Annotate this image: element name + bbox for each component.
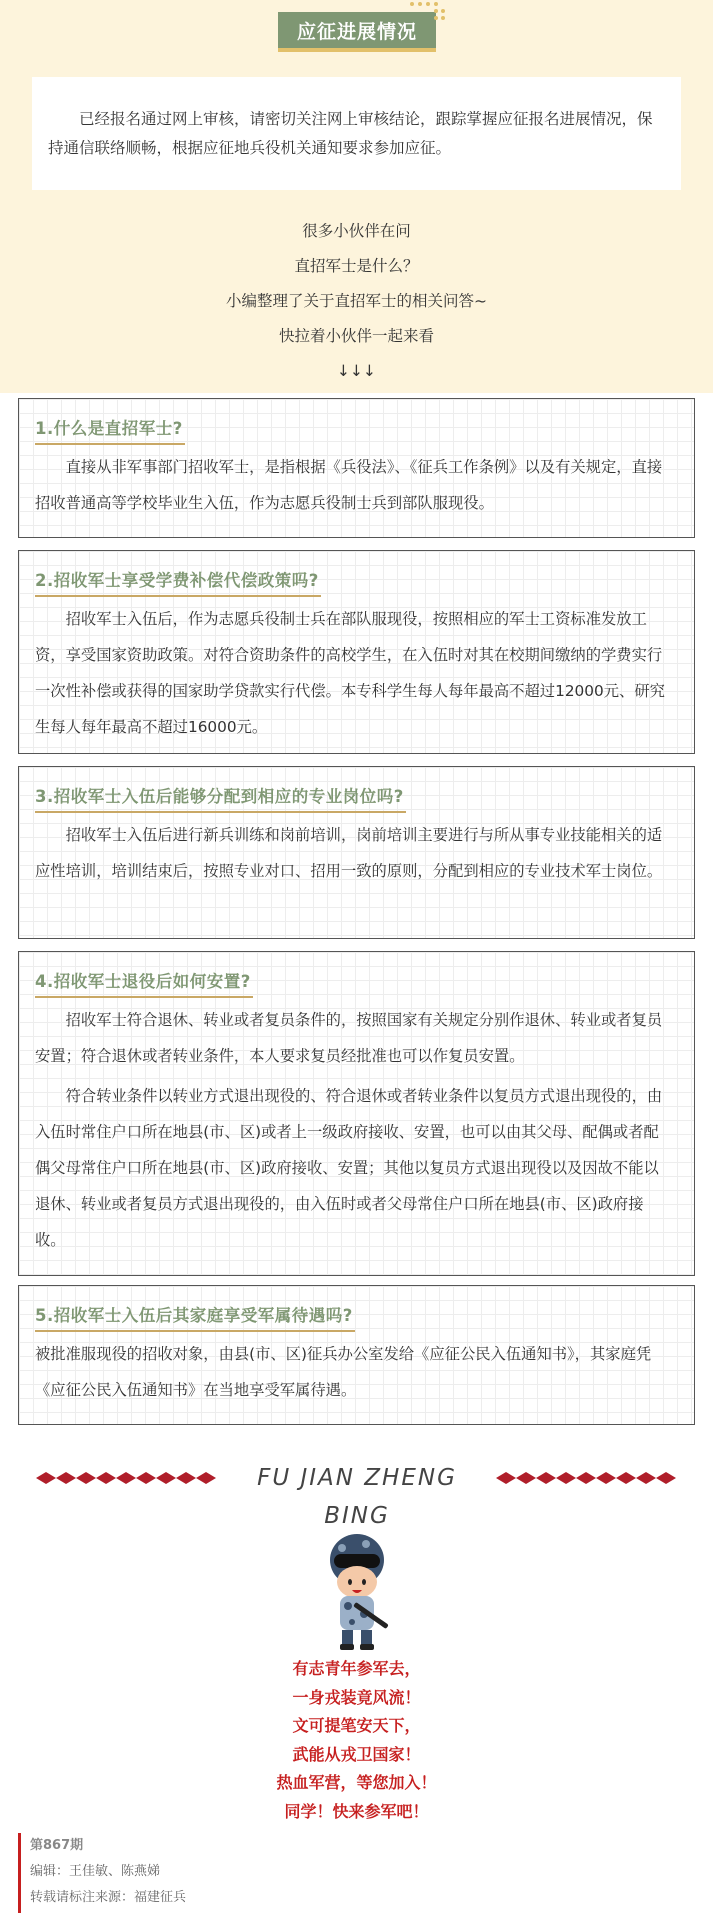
qa-card-2 — [18, 550, 695, 754]
intro-text: 已经报名通过网上审核，请密切关注网上审核结论，跟踪掌握应征报名进展情况，保持通信联络顺畅，根据应征地兵役机关通知要求参加应征。 — [32, 77, 681, 190]
qa-card-4 — [18, 951, 695, 1276]
fujian-deco-banner — [0, 1455, 713, 1529]
deco-text: FU JIAN ZHENG BING — [257, 1465, 457, 1529]
slogans — [0, 1655, 713, 1826]
qa-title: 2.招收军士享受学费补偿代偿政策吗? — [35, 567, 321, 597]
qa-card-5 — [18, 1285, 695, 1425]
footer — [18, 1833, 318, 1913]
down-arrows-icon: ↓↓↓ — [337, 362, 376, 380]
qa-paragraph: 招收军士入伍后进行新兵训练和岗前培训，岗前培训主要进行与所从事专业技能相关的适应性培训，培训结束后，按照专业对口、招用一致的原则，分配到相应的专业技术军士岗位。 — [35, 826, 663, 880]
qa-title: 3.招收军士入伍后能够分配到相应的专业岗位吗? — [35, 783, 406, 813]
editor-line: 编辑：王佳敏、陈燕娣 — [30, 1864, 161, 1879]
slogan-line: 同学！快来参军吧！ — [284, 1801, 429, 1821]
qa-title: 5.招收军士入伍后其家庭享受军属待遇吗? — [35, 1302, 355, 1332]
chat-line: 快拉着小伙伴一起来看 — [278, 327, 434, 345]
qa-paragraph: 符合转业条件以转业方式退出现役的、符合退休或者转业条件以复员方式退出现役的，由入伍时常住户口所在地县(市、区)或者上一级政府接收、安置，也可以由其父母、配偶或者配偶父母常住户口所在地县(市、区)政府接收、安置；其他以复员方式退出现役以及因故不能以退休、转业或者复员方式退出现役的，由入伍时或者父母常住户口所在地县(市、区)政府接收。 — [35, 1087, 663, 1249]
red-wave-icon — [496, 1470, 676, 1486]
section-badge: 应征进展情况 — [278, 12, 436, 52]
slogan-line: 一身戎装竟风流！ — [292, 1687, 421, 1707]
qa-paragraph: 直接从非军事部门招收军士，是指根据《兵役法》、《征兵工作条例》以及有关规定，直接招收普通高等学校毕业生入伍，作为志愿兵役制士兵到部队服现役。 — [35, 458, 663, 512]
top-section — [0, 0, 713, 393]
slogan-line: 文可提笔安天下， — [292, 1716, 421, 1735]
slogan-line: 武能从戎卫国家！ — [292, 1744, 421, 1764]
issue-number: 第867期 — [30, 1838, 84, 1853]
chat-line: 小编整理了关于直招军士的相关问答~ — [226, 292, 487, 310]
source-line: 转载请标注来源：福建征兵 — [30, 1890, 187, 1905]
slogan-line: 热血军营，等您加入！ — [276, 1773, 437, 1792]
qa-card-3 — [18, 766, 695, 939]
qa-paragraph: 招收军士入伍后，作为志愿兵役制士兵在部队服现役，按照相应的军士工资标准发放工资，享受国家资助政策。对符合资助条件的高校学生，在入伍时对其在校期间缴纳的学费实行一次性补偿或获得的国家助学贷款实行代偿。本专科学生每人每年最高不超过12000元、研究生每人每年最高不超过16000元。 — [35, 610, 665, 736]
red-wave-icon — [36, 1470, 216, 1486]
chat-line: 很多小伙伴在问 — [302, 222, 411, 240]
qa-paragraph: 被批准服现役的招收对象，由县(市、区)征兵办公室发给《应征公民入伍通知书》，其家庭凭《应征公民入伍通知书》在当地享受军属待遇。 — [35, 1345, 652, 1399]
qa-paragraph: 招收军士符合退休、转业或者复员条件的，按照国家有关规定分别作退休、转业或者复员安置；符合退休或者转业条件，本人要求复员经批准也可以作复员安置。 — [35, 1011, 663, 1065]
soldier-cartoon-icon — [312, 1530, 402, 1652]
dots-decoration-icon — [408, 0, 446, 22]
qa-title: 1.什么是直招军士? — [35, 415, 185, 445]
qa-title: 4.招收军士退役后如何安置? — [35, 968, 253, 998]
slogan-line: 有志青年参军去， — [292, 1659, 421, 1678]
chat-lines — [0, 214, 713, 389]
qa-card-1 — [18, 398, 695, 538]
chat-line: 直招军士是什么？ — [294, 257, 419, 275]
